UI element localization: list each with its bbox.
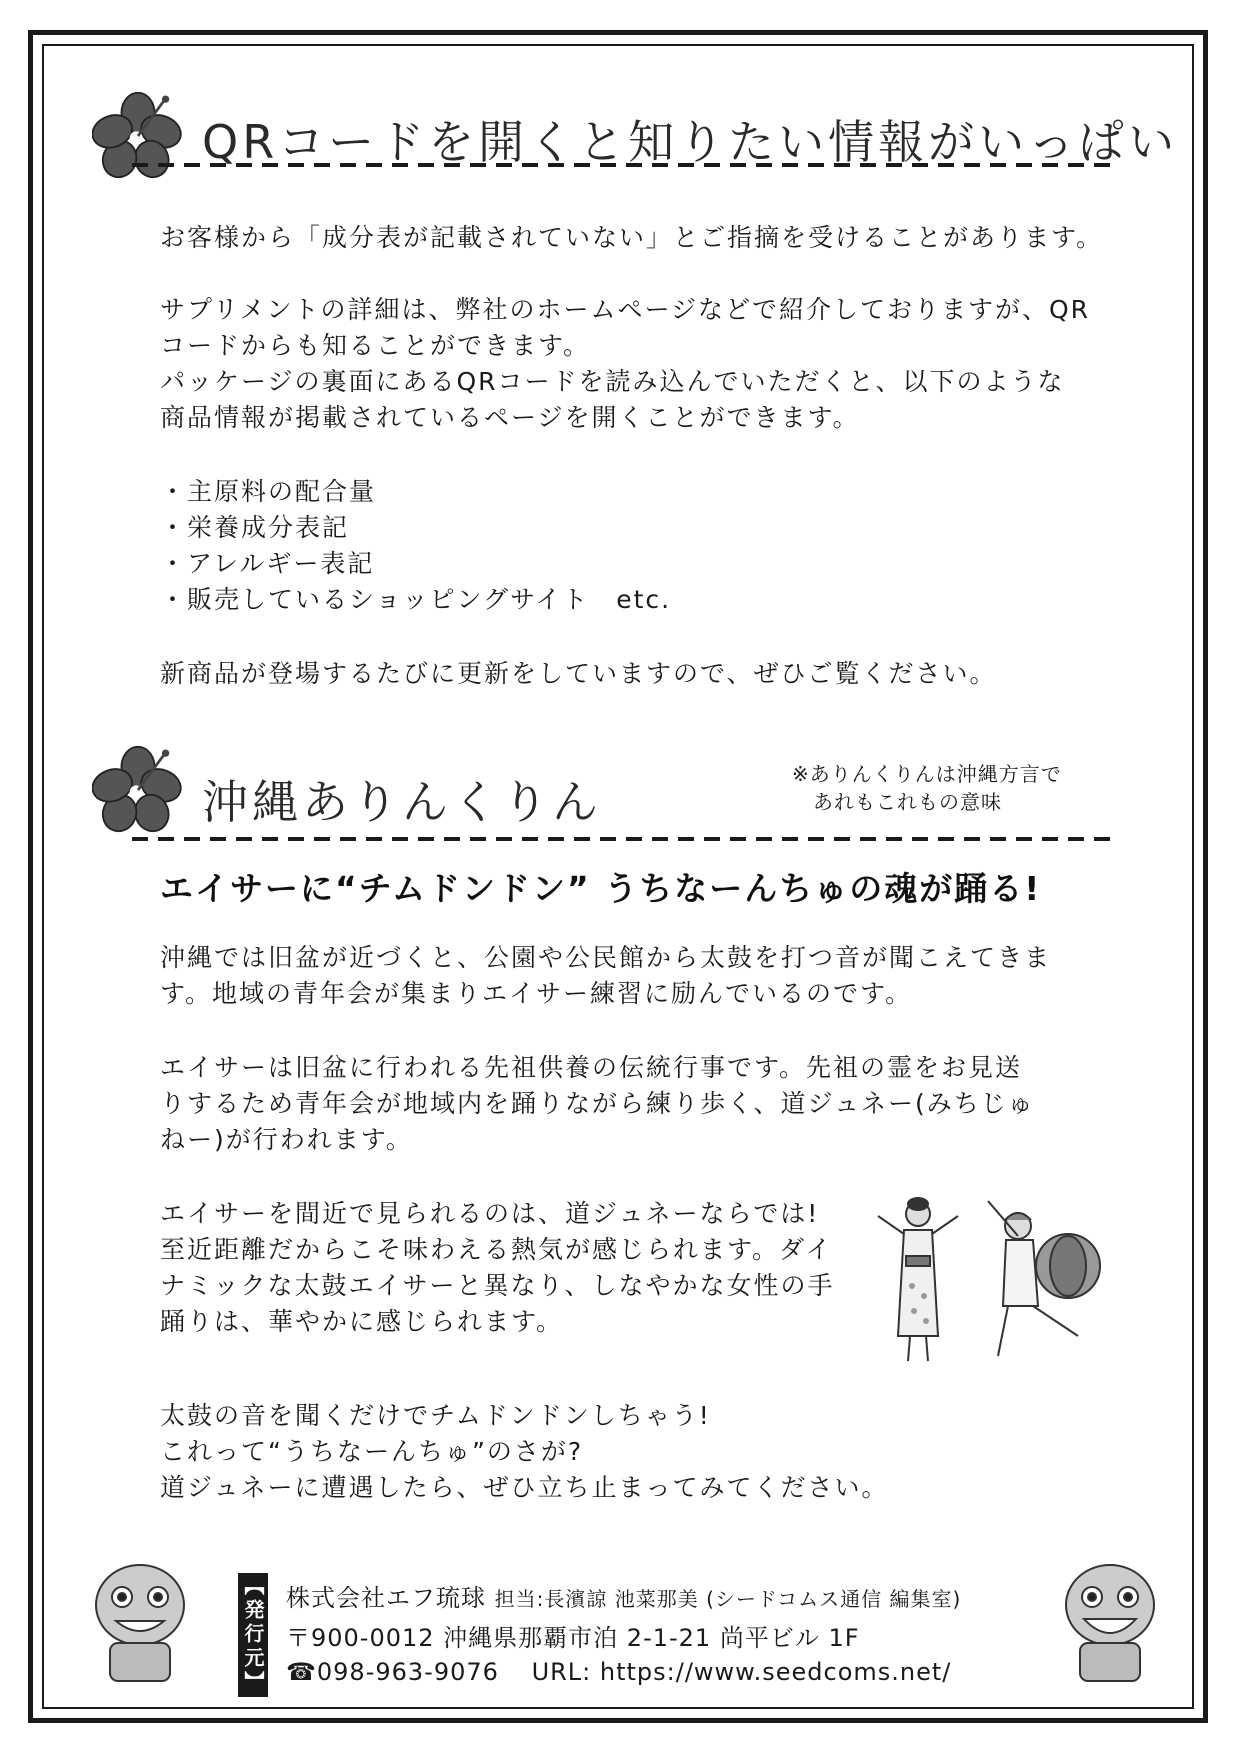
publisher-staff: 担当:長濱諒 池菜那美 (シードコムス通信 編集室) [494,1587,962,1611]
publisher-company: 株式会社エフ琉球 [286,1584,486,1612]
publisher-address: 〒900-0012 沖縄県那覇市泊 2-1-21 尚平ビル 1F [286,1624,860,1652]
female-dancer [878,1198,958,1361]
publisher-company-line [286,1578,961,1613]
hibiscus-icon [92,90,184,182]
section2-title: 沖縄ありんくりん [202,775,602,829]
section1-closing: 新商品が登場するたびに更新をしていますので、ぜひご覧ください。 [160,659,997,688]
publisher-contact-line [286,1658,951,1686]
section2-divider [132,836,1112,842]
section2-note: ※ありんくりんは沖縄方言で あれもこれもの意味 [792,762,1062,814]
section1-detail: サプリメントの詳細は、弊社のホームページなどで紹介しておりますが、QR コードからも知ることができます。 パッケージの裏面にあるQRコードを読み込んでいただくと、以下のような 商品情報が掲載されているページを開くことができます。 [160,295,1091,432]
section1-intro: お客様から「成分表が記載されていない」とご指摘を受けることがあります。 [160,223,1104,252]
publisher-url[interactable]: URL: https://www.seedcoms.net/ [531,1658,952,1686]
shisa-left-icon [80,1555,200,1685]
hibiscus-icon [92,744,184,836]
drummer [988,1201,1100,1356]
section2-paragraph-1: 沖縄では旧盆が近づくと、公園や公民館から太鼓を打つ音が聞こえてきま す。地域の青年会が集まりエイサー練習に励んでいるのです。 [160,943,1052,1008]
shisa-right-icon [1050,1555,1170,1685]
section1-bullet-list: ・主原料の配合量 ・栄養成分表記 ・アレルギー表記 ・販売しているショッピングサイト etc. [160,477,672,614]
publisher-tag: 【発行元】 [238,1573,268,1697]
eisa-dancers-illustration [868,1196,1138,1386]
section2-paragraph-4: 太鼓の音を聞くだけでチムドンドンしちゃう! これって“うちなーんちゅ”のさが? 道ジュネーに遭遇したら、ぜひ立ち止まってみてください。 [160,1401,889,1502]
section2-paragraph-2: エイサーは旧盆に行われる先祖供養の伝統行事です。先祖の霊をお見送 りするため青年会が地域内を踊りながら練り歩く、道ジュネー(みちじゅ ねー)が行われます。 [160,1053,1035,1154]
publisher-phone: ☎098-963-9076 [286,1658,499,1686]
section2-paragraph-3: エイサーを間近で見られるのは、道ジュネーならでは! 至近距離だからこそ味わえる熱気が感じられます。ダイ ナミックな太鼓エイサーと異なり、しなやかな女性の手 踊りは、華やかに感じられます。 [160,1199,835,1336]
section1-title: QRコードを開くと知りたい情報がいっぱい [202,115,1179,169]
section1-divider [132,162,1112,168]
section2-subheading: エイサーに“チムドンドン” うちなーんちゅの魂が踊る! [160,869,1042,908]
